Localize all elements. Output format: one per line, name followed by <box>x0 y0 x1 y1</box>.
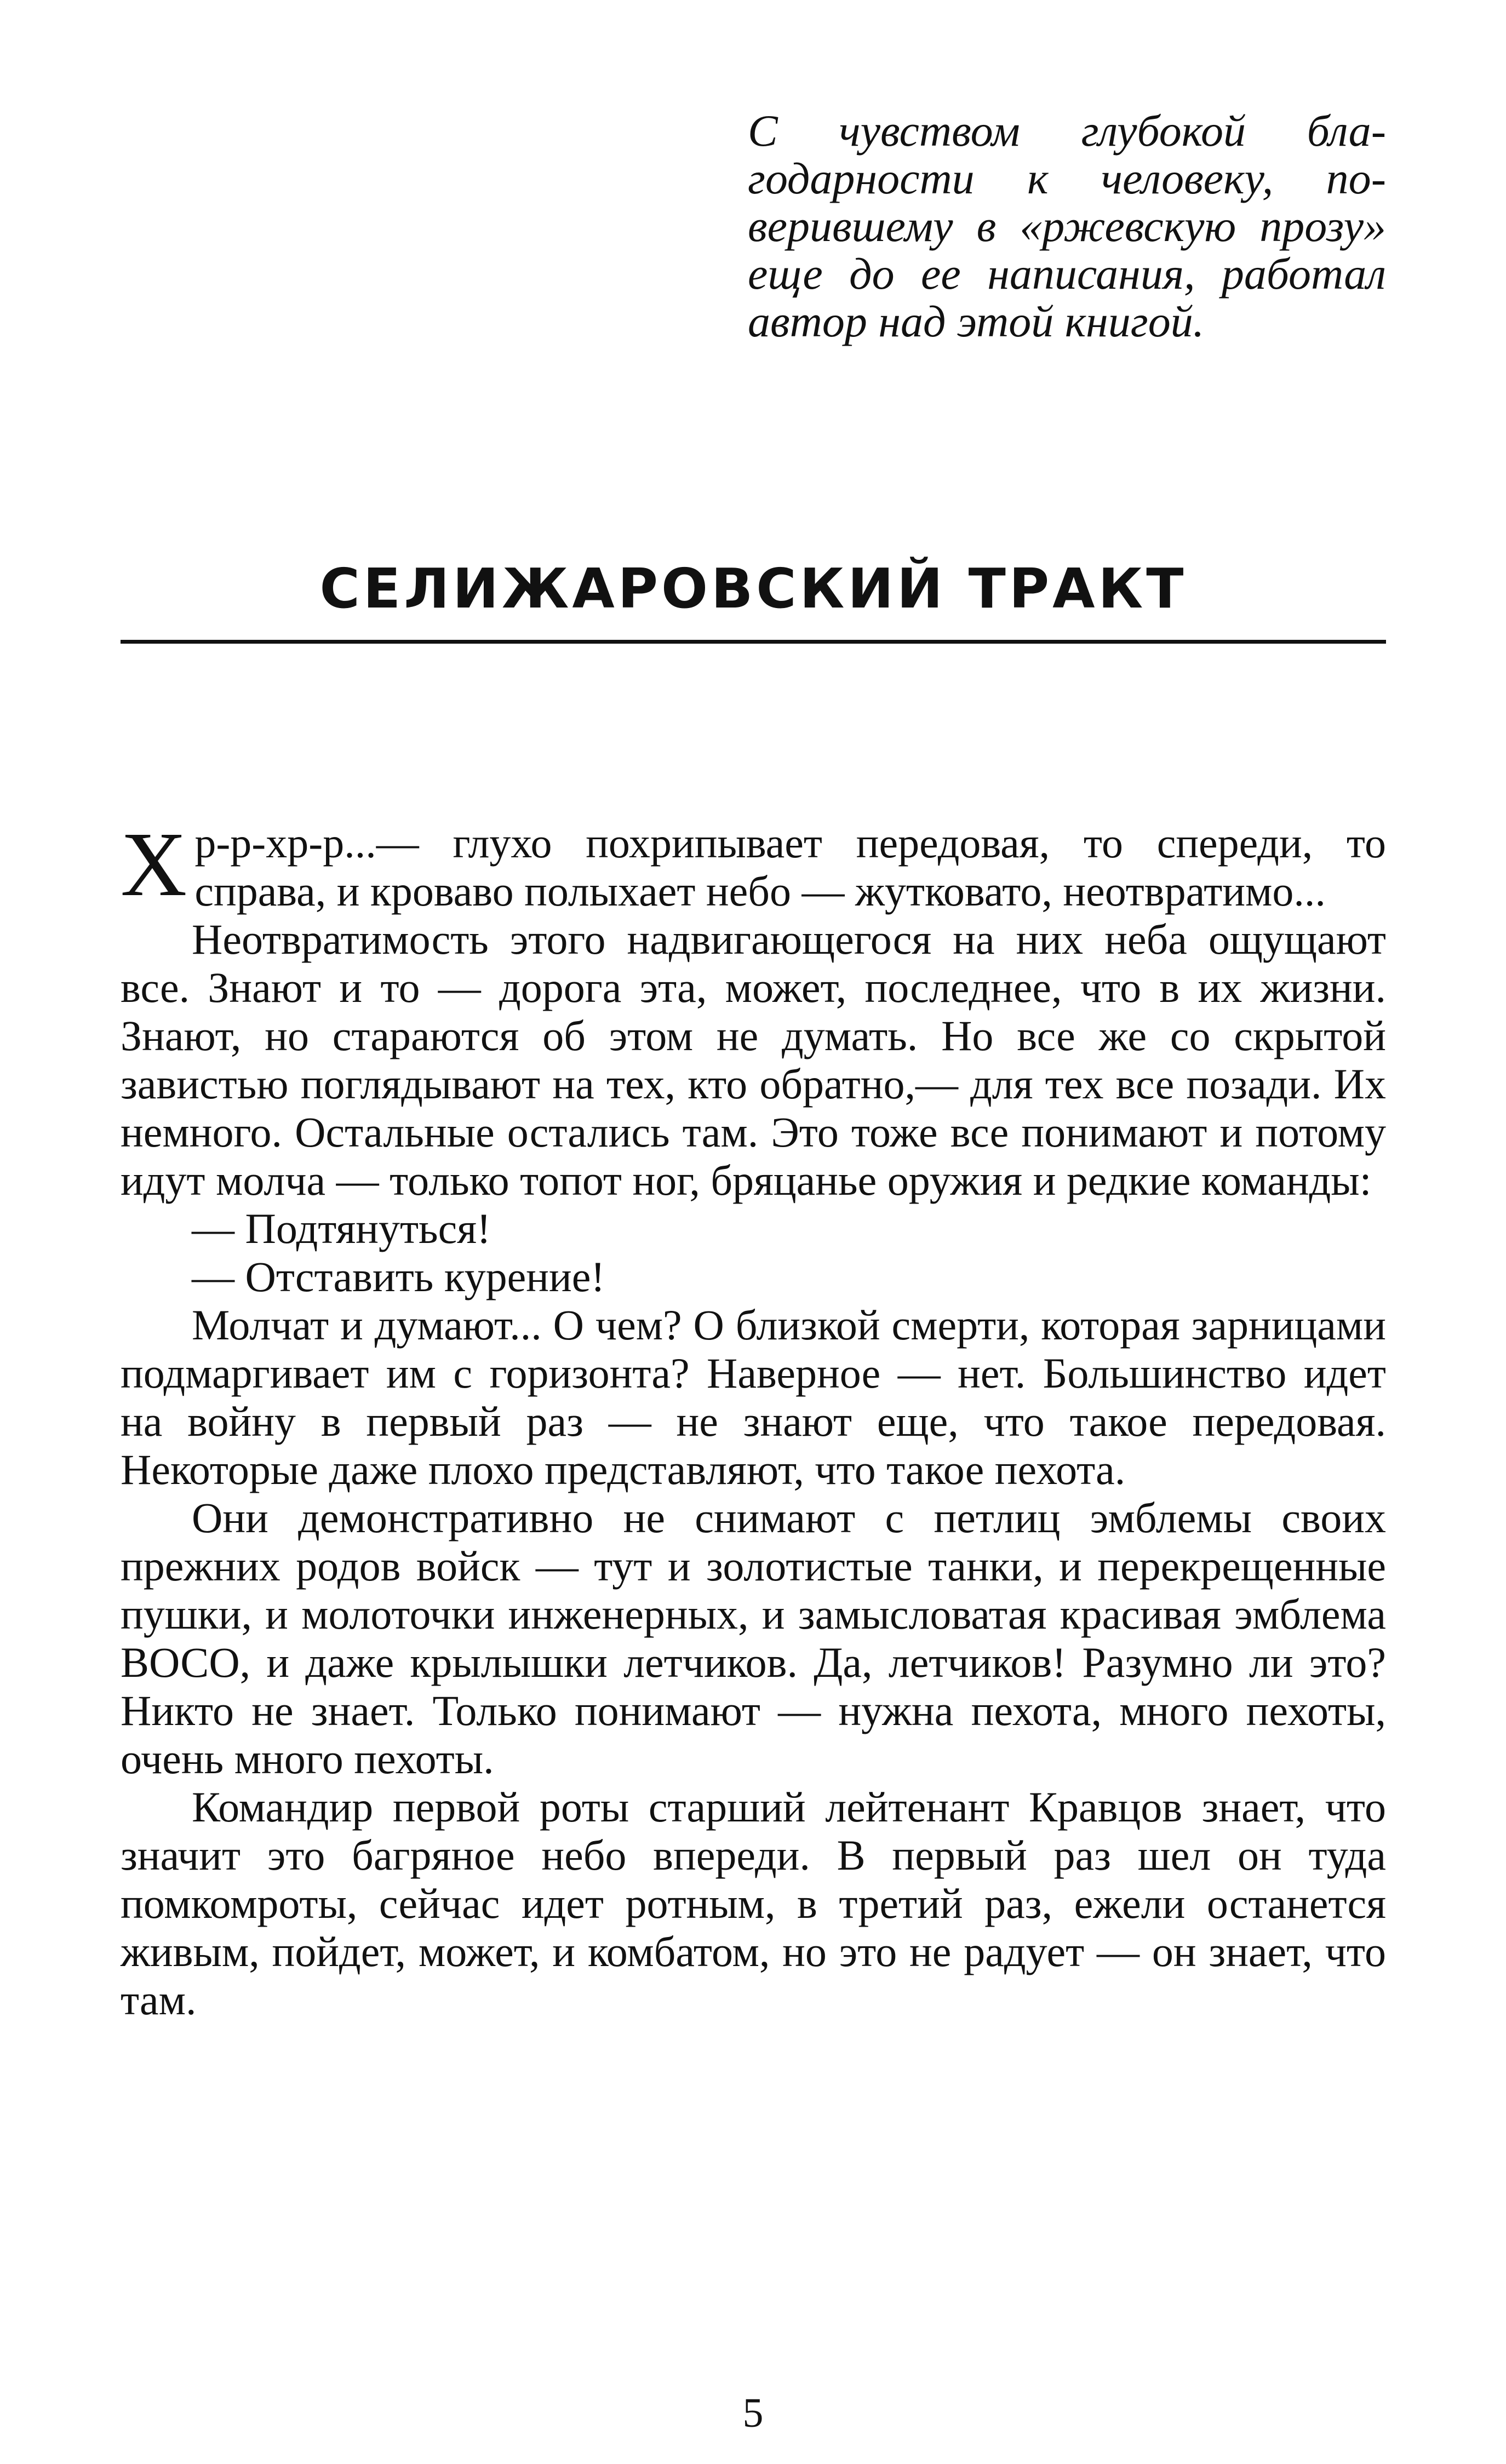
page-number: 5 <box>742 2390 764 2436</box>
paragraph-5: Командир первой роты старший лейтенант Кравцов знает, что значит это багряное небо впереди. В первый раз шел он туда помкомроты, сейчас идет ротным, в третий раз, ежели останется живым, пойдет, может, и комбатом, но это не радует — он знает, что там. <box>121 1783 1386 2024</box>
drop-cap: Х <box>121 813 187 915</box>
title-rule <box>121 640 1386 644</box>
epigraph: С чувством глубокой благодарности к человеку, поверившему в «ржевскую прозу» еще до ее написания, работал автор над этой книгой. <box>748 106 1386 346</box>
paragraph-3: Молчат и думают... О чем? О близкой смерти, которая зарницами подмаргивает им с горизонта? Наверное — нет. Большинство идет на войну в первый раз — не знают еще, что такое передовая. Некоторые даже плохо представляют, что такое пехота. <box>121 1301 1386 1493</box>
dialogue-line-1: — Подтянуться! <box>192 1205 491 1252</box>
paragraph-1-text: р-р-хр-р...— глухо похрипывает передовая, то спереди, то справа, и кроваво полыхает небо — жутковато, неотвратимо... <box>194 819 1386 915</box>
paragraph-2: Неотвратимость этого надвигающегося на них неба ощущают все. Знают и то — дорога эта, может, последнее, что в их жизни. Знают, но стараются об этом не думать. Но все же со скрытой завистью поглядывают на тех, кто обратно,— для тех все позади. Их немного. Остальные остались там. Это тоже все понимают и потому идут молча — только топот ног, бряцанье оружия и редкие команды: <box>121 915 1386 1204</box>
paragraph-4: Они демонстративно не снимают с петлиц эмблемы своих прежних родов войск — тут и золотистые танки, и перекрещенные пушки, и молоточки инженерных, и замысловатая красивая эмблема ВОСО, и даже крылышки летчиков. Да, летчиков! Разумно ли это? Никто не знает. Только понимают — нужна пехота, много пехоты, очень много пехоты. <box>121 1494 1386 1783</box>
paragraph-1 <box>121 813 1386 915</box>
dialogue-line-2: — Отставить курение! <box>192 1253 605 1300</box>
chapter-title: СЕЛИЖАРОВСКИЙ ТРАКТ <box>319 557 1187 621</box>
body-text <box>121 813 1386 2024</box>
